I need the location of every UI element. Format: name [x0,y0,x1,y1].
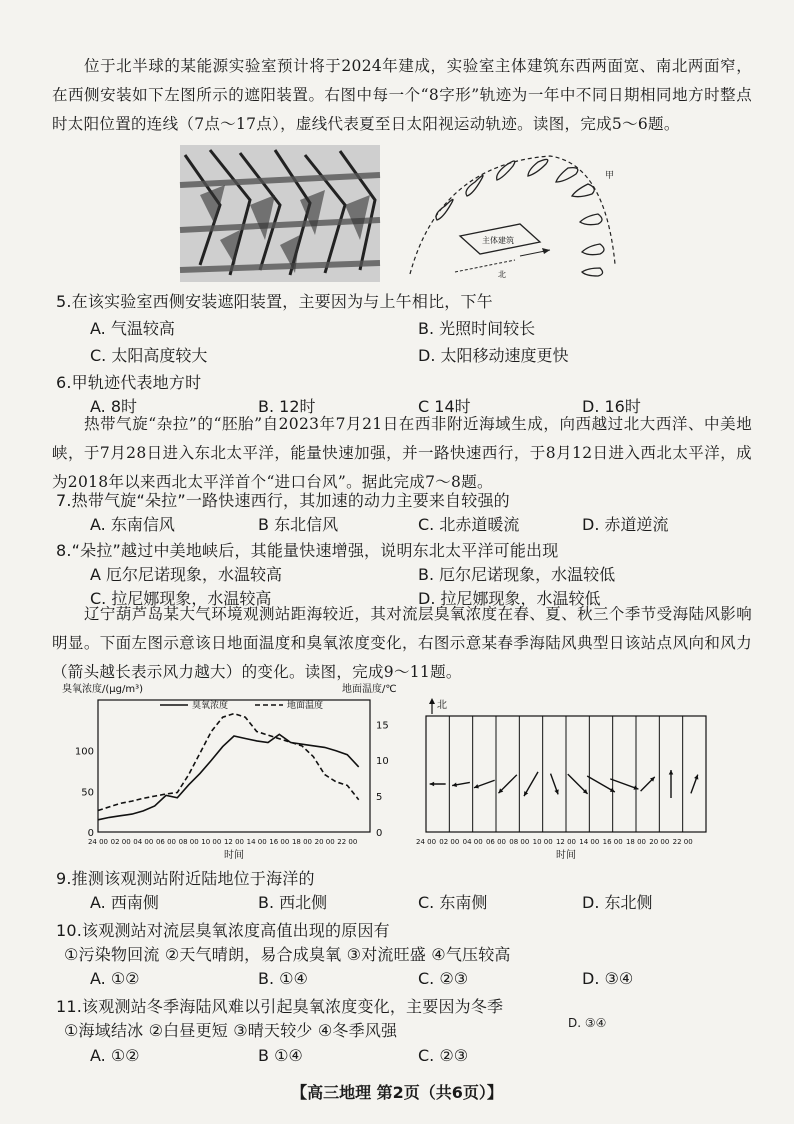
x-tick-label: 06 00 [155,838,177,846]
q6-option-a[interactable]: A. 8时 [90,397,138,416]
label-north: 北 [498,270,506,279]
q9-option-a[interactable]: A. 西南侧 [90,893,159,912]
temperature-series-line [98,714,359,811]
x-tick-label: 22 00 [337,838,358,846]
q8-option-d[interactable]: D. 拉尼娜现象，水温较低 [418,589,601,608]
wind-arrow-head [669,770,674,774]
passage-energy-lab: 位于北半球的某能源实验室预计将于2024年建成，实验室主体建筑东西两面宽、南北两面窄，在西侧安装如下左图所示的遮阳装置。右图中每一个“8字形”轨迹为一年中不同日期相同地方时整点时太阳位置的连线（7点～17点），虚线代表夏至日太阳视运动轨迹。读图，完成5～6题。 [52,57,752,133]
label-main-building: 主体建筑 [482,236,514,245]
q11-option-d[interactable]: D. ③④ [568,1016,607,1030]
passage-typhoon-dora: 热带气旋“杂拉”的“胚胎”自2023年7月21日在西非附近海域生成，向西越过北大西洋、中美地峡，于7月28日进入东北太平洋，能量快速加强，并一路快速西行，于8月12日进入西北太平洋，成为2018年以来西北太平洋首个“进口台风”。据此完成7～8题。 [52,415,752,491]
q8-stem: 8.“朵拉”越过中美地峡后，其能量快速增强，说明东北太平洋可能出现 [56,541,559,560]
wind-arrow [610,779,638,789]
passage-ozone-station: 辽宁葫芦岛某大气环境观测站距海较近，其对流层臭氧浓度在春、夏、秋三个季节受海陆风影响明显。下面左图示意该日地面温度和臭氧浓度变化，右图示意某春季海陆风典型日该站点风向和风力（箭头越长表示风力越大）的变化。读图，完成9～11题。 [52,605,752,681]
q6-option-b[interactable]: B. 12时 [258,397,316,416]
page-footer: 【高三地理 第2页（共6页）】 [291,1083,503,1102]
q5-option-b[interactable]: B. 光照时间较长 [418,319,536,338]
north-arrow-head [429,698,435,704]
wind-arrow-head [430,782,434,787]
x-tick-label: 12 00 [223,838,245,846]
x-tick-label: 02 00 [110,838,131,846]
q10-option-c[interactable]: C. ②③ [418,969,469,988]
q9-option-c[interactable]: C. 东南侧 [418,893,488,912]
q7-option-a[interactable]: A. 东南信风 [90,515,175,534]
q7-option-c[interactable]: C. 北赤道暖流 [418,515,520,534]
q10-option-b[interactable]: B. ①④ [258,969,308,988]
q5-option-a[interactable]: A. 气温较高 [90,319,175,338]
x-axis-label: 时间 [224,850,244,861]
q11-option-a[interactable]: A. ①② [90,1046,140,1065]
q7-option-d[interactable]: D. 赤道逆流 [582,515,669,534]
x-tick-label: 04 00 [133,838,154,846]
x-tick-label: 20 00 [314,838,335,846]
q10-items: ①污染物回流 ②天气晴朗，易合成臭氧 ③对流旺盛 ④气压较高 [64,945,511,964]
x-tick-label: 06 00 [485,838,507,846]
left-tick-label: 0 [87,828,94,839]
q11-option-b[interactable]: B ①④ [258,1046,303,1065]
q9-stem: 9.推测该观测站附近陆地位于海洋的 [56,869,315,888]
x-tick-label: 08 00 [509,838,530,846]
x-tick-label: 16 00 [602,838,623,846]
right-axis-label: 地面温度/℃ [342,684,397,695]
x-tick-label: 20 00 [649,838,670,846]
north-label: 北 [437,700,447,711]
analemma-diagram [400,144,624,288]
q9-option-d[interactable]: D. 东北侧 [582,893,653,912]
ozone-series-line [98,734,359,819]
q11-stem: 11.该观测站冬季海陆风难以引起臭氧浓度变化，主要因为冬季 [56,997,504,1016]
q10-stem: 10.该观测站对流层臭氧浓度高值出现的原因有 [56,921,390,940]
q7-stem: 7.热带气旋“朵拉”一路快速西行，其加速的动力主要来自较强的 [56,491,510,510]
q8-option-a[interactable]: A 厄尔尼诺现象，水温较高 [90,565,283,584]
q7-option-b[interactable]: B 东北信风 [258,515,339,534]
x-tick-label: 22 00 [672,838,693,846]
q9-option-b[interactable]: B. 西北侧 [258,893,328,912]
sunshade-photo [180,145,380,282]
x-tick-label: 16 00 [269,838,290,846]
left-tick-label: 50 [81,787,94,799]
x-tick-label: 12 00 [555,838,577,846]
x-tick-label: 24 00 [415,838,437,846]
x-tick-label: 18 00 [291,838,313,846]
wind-direction-chart [415,696,718,861]
right-tick-label: 15 [376,720,389,732]
q6-option-c[interactable]: C 14时 [418,397,471,416]
q10-option-d[interactable]: D. ③④ [582,969,634,988]
q8-option-b[interactable]: B. 厄尔尼诺现象，水温较低 [418,565,616,584]
left-axis-label: 臭氧浓度/(μg/m³) [62,684,144,695]
q5-option-c[interactable]: C. 太阳高度较大 [90,346,208,365]
right-tick-label: 0 [376,828,383,839]
x-tick-label: 14 00 [246,838,267,846]
q8-option-c[interactable]: C. 拉尼娜现象，水温较高 [90,589,272,608]
label-jia: 甲 [605,171,615,181]
left-tick-label: 100 [74,746,94,758]
q6-stem: 6.甲轨迹代表地方时 [56,373,202,392]
x-tick-label: 02 00 [439,838,460,846]
x-tick-label: 14 00 [579,838,600,846]
q5-stem: 5.在该实验室西侧安装遮阳装置，主要因为与上午相比，下午 [56,292,493,311]
x-tick-label: 24 00 [87,838,109,846]
ozone-temperature-chart [60,680,405,860]
q10-option-a[interactable]: A. ①② [90,969,140,988]
legend-label: 臭氧浓度 [192,701,229,711]
legend-label: 地面温度 [287,701,324,711]
x-tick-label: 18 00 [625,838,647,846]
x-tick-label: 10 00 [532,838,553,846]
q6-option-d[interactable]: D. 16时 [582,397,641,416]
x-tick-label: 10 00 [201,838,222,846]
x-axis-label: 时间 [556,850,576,861]
right-tick-label: 10 [376,756,389,768]
x-tick-label: 04 00 [462,838,483,846]
q11-option-c[interactable]: C. ②③ [418,1046,469,1065]
q5-option-d[interactable]: D. 太阳移动速度更快 [418,346,569,365]
x-tick-label: 08 00 [178,838,199,846]
right-tick-label: 5 [376,792,383,804]
q11-items: ①海域结冰 ②白昼更短 ③晴天较少 ④冬季风强 [64,1021,398,1040]
